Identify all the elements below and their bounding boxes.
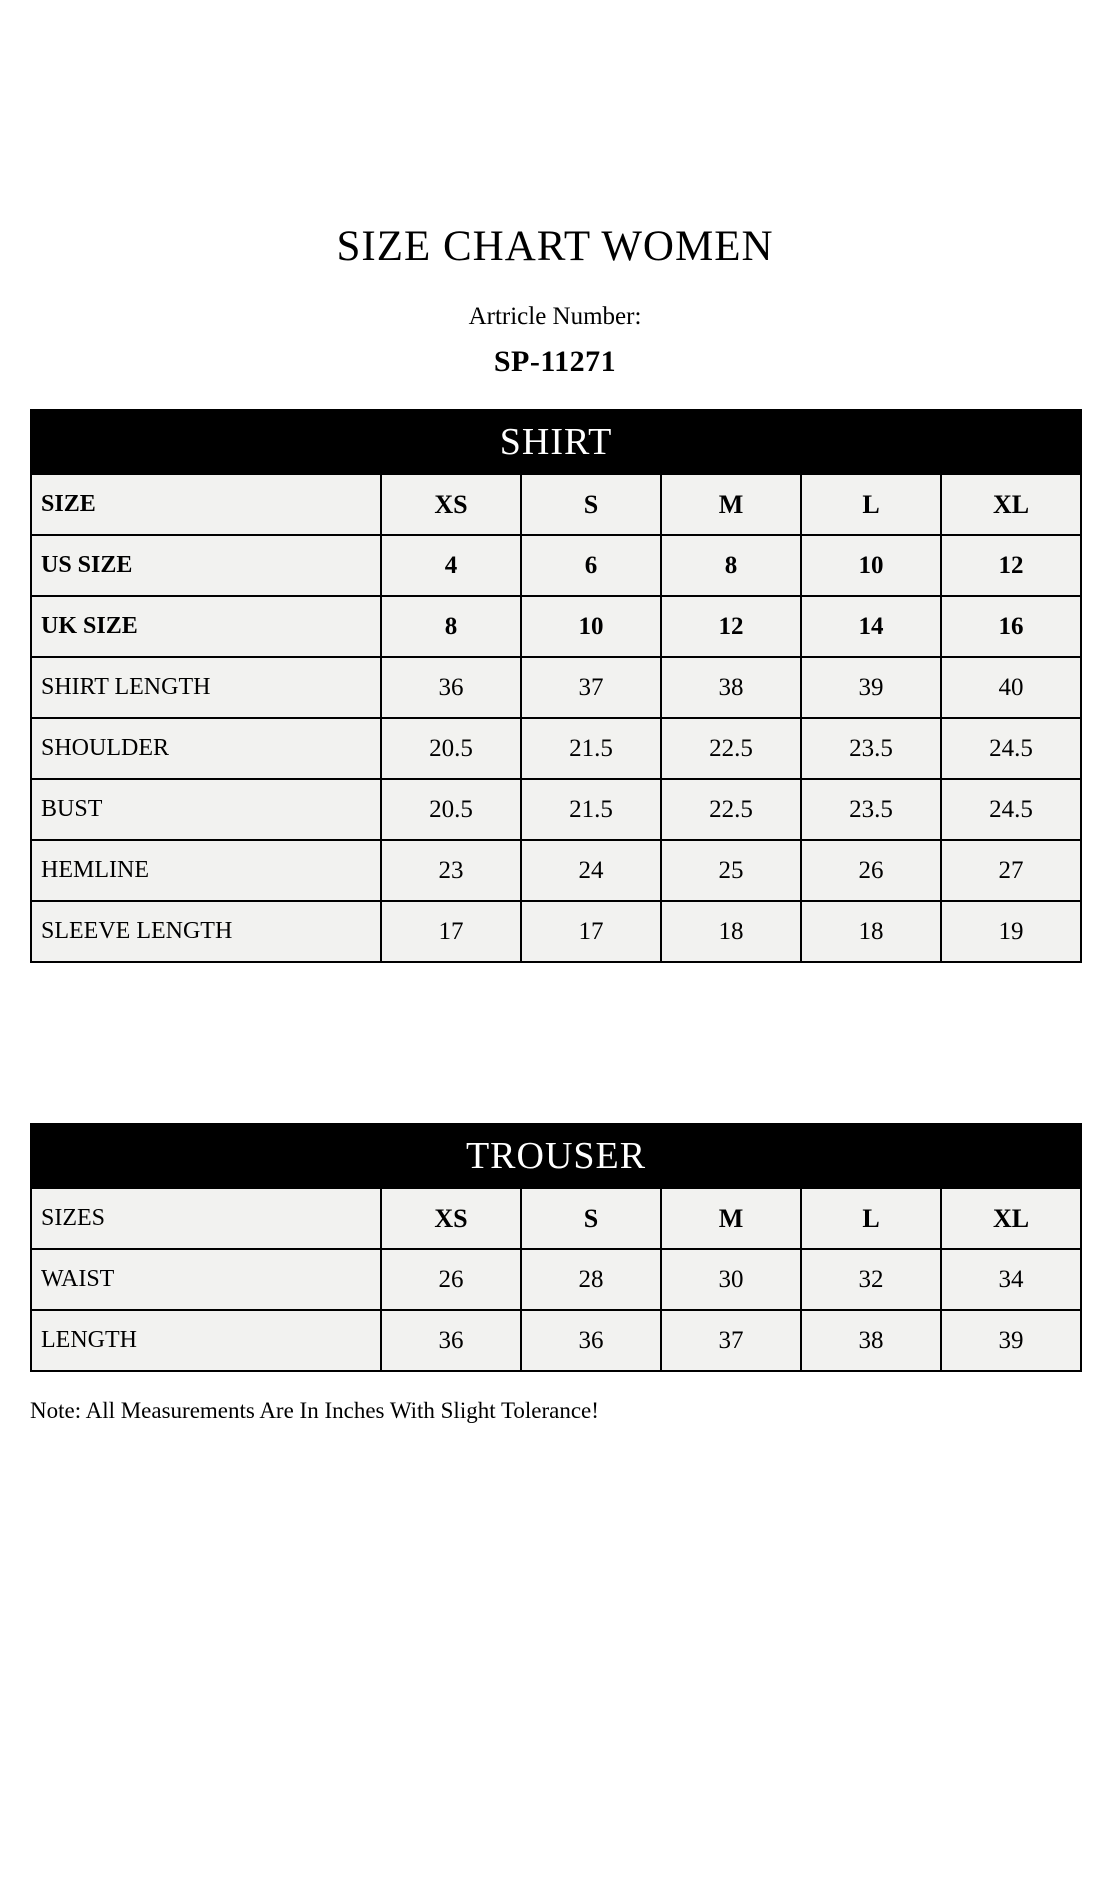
table-cell: 20.5 [381,779,521,840]
table-cell: 23.5 [801,718,941,779]
row-label: SIZE [31,474,381,535]
table-cell: 10 [521,596,661,657]
table-cell: L [801,1188,941,1249]
table-cell: 20.5 [381,718,521,779]
table-row [31,1188,1081,1249]
row-label: LENGTH [31,1310,381,1371]
table-cell: 12 [941,535,1081,596]
article-number-label: Artricle Number: [468,303,642,330]
table-cell: 19 [941,901,1081,962]
table-cell: 10 [801,535,941,596]
table-row [31,657,1081,718]
table-cell: 17 [381,901,521,962]
shirt-table-container [30,409,1080,963]
row-label: SIZES [31,1188,381,1249]
table-cell: XL [941,1188,1081,1249]
table-cell: 21.5 [521,718,661,779]
table-row [31,474,1081,535]
table-row [31,718,1081,779]
table-cell: M [661,1188,801,1249]
table-row [31,1249,1081,1310]
table-cell: 27 [941,840,1081,901]
table-cell: 17 [521,901,661,962]
trouser-banner: TROUSER [31,1124,1081,1188]
table-cell: 22.5 [661,718,801,779]
article-number-value: SP-11271 [493,345,617,378]
table-row [31,840,1081,901]
page-title: SIZE CHART WOMEN [336,223,774,270]
table-cell: 36 [381,1310,521,1371]
row-label: WAIST [31,1249,381,1310]
table-cell: 22.5 [661,779,801,840]
table-cell: 30 [661,1249,801,1310]
table-cell: 8 [381,596,521,657]
table-cell: 32 [801,1249,941,1310]
table-cell: 38 [801,1310,941,1371]
table-cell: 36 [381,657,521,718]
size-chart-page [0,222,1110,1887]
row-label: SHOULDER [31,718,381,779]
table-cell: S [521,474,661,535]
table-cell: 18 [661,901,801,962]
shirt-banner: SHIRT [31,410,1081,474]
table-row [31,779,1081,840]
table-cell: 37 [661,1310,801,1371]
trouser-table-container [30,1123,1080,1372]
table-cell: S [521,1188,661,1249]
table-cell: 36 [521,1310,661,1371]
table-row [31,596,1081,657]
table-cell: 6 [521,535,661,596]
row-label: HEMLINE [31,840,381,901]
table-cell: 24.5 [941,779,1081,840]
table-cell: 39 [941,1310,1081,1371]
table-cell: XL [941,474,1081,535]
table-cell: 38 [661,657,801,718]
table-cell: 14 [801,596,941,657]
table-cell: 37 [521,657,661,718]
measurement-note: Note: All Measurements Are In Inches With Slight Tolerance! [30,1398,599,1423]
table-row [31,535,1081,596]
row-label: US SIZE [31,535,381,596]
trouser-size-table [30,1123,1082,1372]
table-cell: 8 [661,535,801,596]
table-cell: 34 [941,1249,1081,1310]
table-row [31,1310,1081,1371]
table-banner-row [31,1124,1081,1188]
table-cell: L [801,474,941,535]
table-cell: XS [381,474,521,535]
table-cell: 16 [941,596,1081,657]
table-cell: 12 [661,596,801,657]
table-cell: 40 [941,657,1081,718]
table-cell: 24.5 [941,718,1081,779]
table-cell: 4 [381,535,521,596]
table-row [31,901,1081,962]
table-cell: XS [381,1188,521,1249]
table-cell: 25 [661,840,801,901]
table-cell: 39 [801,657,941,718]
row-label: BUST [31,779,381,840]
row-label: UK SIZE [31,596,381,657]
table-banner-row [31,410,1081,474]
table-cell: 26 [381,1249,521,1310]
row-label: SHIRT LENGTH [31,657,381,718]
table-cell: 21.5 [521,779,661,840]
table-cell: M [661,474,801,535]
table-cell: 23.5 [801,779,941,840]
table-cell: 23 [381,840,521,901]
table-cell: 26 [801,840,941,901]
section-spacer [0,963,1110,1123]
table-cell: 24 [521,840,661,901]
row-label: SLEEVE LENGTH [31,901,381,962]
shirt-size-table [30,409,1082,963]
table-cell: 18 [801,901,941,962]
table-cell: 28 [521,1249,661,1310]
